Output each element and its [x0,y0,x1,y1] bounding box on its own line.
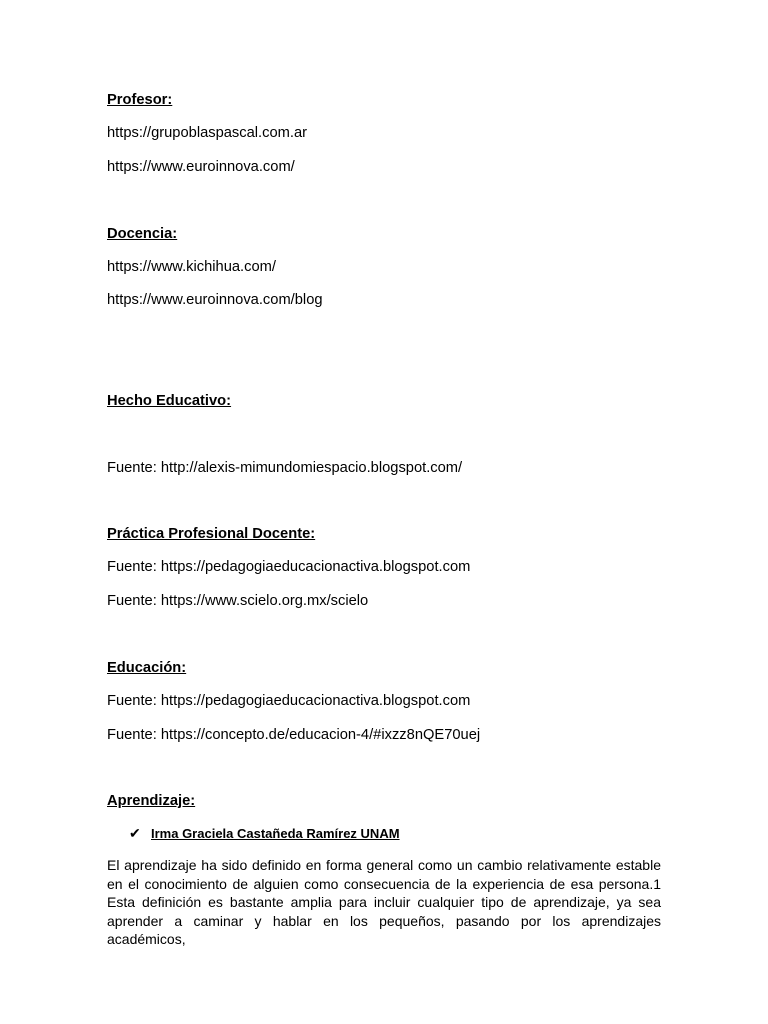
link-educacion-1[interactable]: Fuente: https://pedagogiaeducacionactiva.blogspot.com [107,693,471,709]
heading-docencia: Docencia: [107,226,178,242]
link-educacion-2[interactable]: Fuente: https://concepto.de/educacion-4/#ixzz8nQE70uej [107,727,481,743]
link-docencia-2[interactable]: https://www.euroinnova.com/blog [107,292,323,308]
link-hecho-educativo-1[interactable]: Fuente: http://alexis-mimundomiespacio.blogspot.com/ [107,460,463,476]
link-practica-2[interactable]: Fuente: https://www.scielo.org.mx/scielo [107,593,369,609]
heading-hecho-educativo: Hecho Educativo: [107,393,232,409]
heading-practica-profesional: Práctica Profesional Docente: [107,526,316,542]
aprendizaje-paragraph: El aprendizaje ha sido definido en forma general como un cambio relativamente estable en el conocimiento de alguien como consecuencia de la experiencia de esa persona.1 Esta definición es bastante amplia para incluir cualquier tipo de aprendizaje, ya sea aprender a caminar y hablar en los pequeños, pasando por los aprendizajes académicos, [107,857,661,947]
heading-educacion: Educación: [107,660,187,676]
link-profesor-1[interactable]: https://grupoblaspascal.com.ar [107,125,308,141]
heading-profesor: Profesor: [107,92,173,108]
checkmark-icon: ✔ [129,825,141,841]
link-practica-1[interactable]: Fuente: https://pedagogiaeducacionactiva.blogspot.com [107,559,471,575]
author-list-item [129,824,400,843]
author-name: Irma Graciela Castañeda Ramírez UNAM [151,826,400,841]
heading-aprendizaje: Aprendizaje: [107,793,196,809]
link-docencia-1[interactable]: https://www.kichihua.com/ [107,259,276,275]
link-profesor-2[interactable]: https://www.euroinnova.com/ [107,159,295,175]
